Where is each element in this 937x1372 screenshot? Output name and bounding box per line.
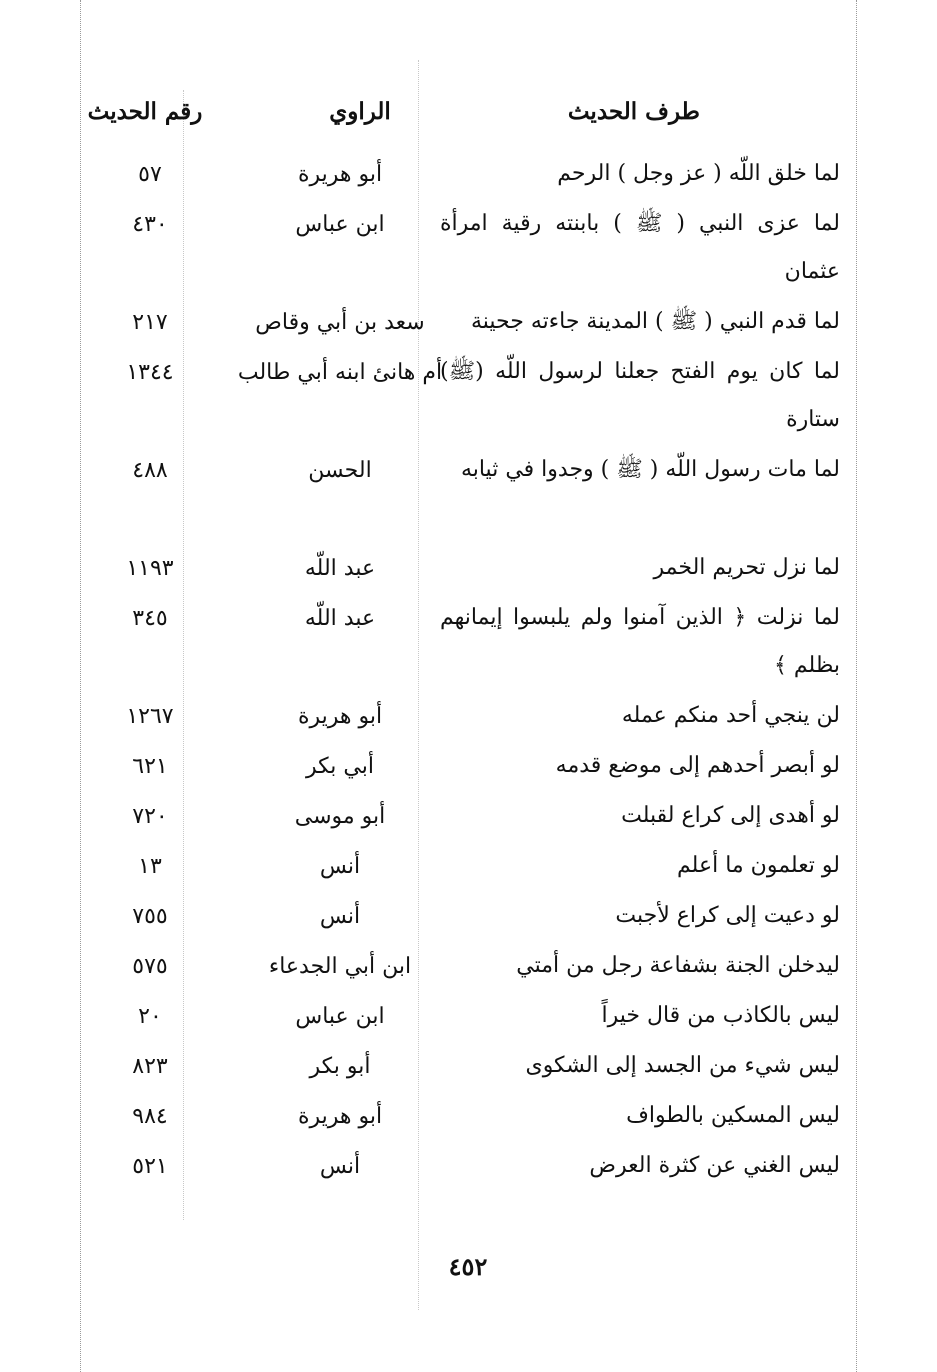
table-row	[80, 1092, 840, 1142]
page-number: ٤٥٢	[448, 1252, 488, 1281]
table-header	[80, 98, 840, 138]
hadith-number: ٤٨٨	[132, 458, 168, 483]
hadith-narrator: أبو موسى	[294, 804, 386, 829]
table-row	[80, 942, 840, 992]
hadith-number: ٦٢١	[132, 754, 168, 779]
header-hadith-text: طرف الحديث	[567, 98, 700, 125]
hadith-text: لو أهدى إلى كراع لقبلت	[621, 803, 840, 828]
table-row	[80, 692, 840, 742]
hadith-text: لما نزلت ﴿ الذين آمنوا ولم يلبسوا إيمانهم بظلم ﴾	[440, 605, 840, 678]
hadith-text: لما كان يوم الفتح جعلنا لرسول اللّه (ﷺ) ستارة	[440, 359, 840, 432]
hadith-text: ليس المسكين بالطواف	[626, 1103, 840, 1128]
hadith-number: ٥٧٥	[132, 954, 168, 979]
table-row	[80, 150, 840, 200]
header-narrator: الراوي	[329, 98, 391, 125]
hadith-text: لما مات رسول اللّه ( ﷺ ) وجدوا في ثيابه	[460, 457, 840, 482]
hadith-narrator: أنس	[319, 854, 361, 879]
table-row	[80, 1042, 840, 1092]
table-row	[80, 792, 840, 842]
hadith-narrator: أبو هريرة	[297, 704, 383, 729]
hadith-text: ليس شيء من الجسد إلى الشكوى	[525, 1053, 840, 1078]
hadith-text: لما خلق اللّه ( عز وجل ) الرحم	[557, 161, 840, 186]
hadith-narrator: أبو بكر	[309, 1054, 371, 1079]
hadith-text: ليس الغني عن كثرة العرض	[589, 1153, 840, 1178]
hadith-text: ليس بالكاذب من قال خيراً	[601, 1003, 840, 1028]
hadith-number: ١٣	[138, 854, 162, 879]
hadith-number: ٤٣٠	[132, 212, 168, 237]
hadith-text: لما نزل تحريم الخمر	[653, 555, 840, 580]
hadith-text: لن ينجي أحد منكم عمله	[621, 703, 840, 728]
hadith-narrator: أبو هريرة	[297, 162, 383, 187]
hadith-narrator: ابن عباس	[295, 212, 385, 237]
hadith-number: ٩٨٤	[132, 1104, 168, 1129]
hadith-text: ليدخلن الجنة بشفاعة رجل من أمتي	[516, 953, 840, 978]
hadith-number: ١٢٦٧	[126, 704, 174, 729]
hadith-number: ٢١٧	[132, 310, 168, 335]
hadith-narrator: أبو هريرة	[297, 1104, 383, 1129]
hadith-number: ٣٤٥	[132, 606, 168, 631]
table-row	[80, 742, 840, 792]
scan-guide-right	[856, 0, 857, 1372]
hadith-narrator: الحسن	[308, 458, 372, 483]
hadith-narrator: ابن عباس	[295, 1004, 385, 1029]
hadith-narrator: أنس	[319, 904, 361, 929]
hadith-number: ٨٢٣	[132, 1054, 168, 1079]
table-row	[80, 1142, 840, 1192]
hadith-narrator: عبد اللّه	[304, 556, 376, 581]
hadith-number: ٥٢١	[132, 1154, 168, 1179]
table-row	[80, 594, 840, 692]
table-row	[80, 544, 840, 594]
hadith-narrator: ابن أبي الجدعاء	[268, 954, 412, 979]
hadith-narrator: أنس	[319, 1154, 361, 1179]
table-row	[80, 892, 840, 942]
hadith-number: ١١٩٣	[126, 556, 174, 581]
hadith-number: ٢٠	[138, 1004, 162, 1029]
table-row	[80, 842, 840, 892]
hadith-narrator: أبي بكر	[306, 754, 374, 779]
hadith-text: لو أبصر أحدهم إلى موضع قدمه	[555, 753, 840, 778]
hadith-text: لما قدم النبي ( ﷺ ) المدينة جاءته جحينة	[470, 309, 840, 334]
hadith-index-table	[80, 150, 840, 1192]
hadith-narrator: أم هانئ ابنه أبي طالب	[237, 360, 443, 385]
hadith-narrator: سعد بن أبي وقاص	[255, 310, 425, 335]
hadith-number: ٧٥٥	[132, 904, 168, 929]
table-row	[80, 348, 840, 446]
hadith-text: لما عزى النبي ( ﷺ ) بابنته رقية امرأة عثمان	[440, 211, 840, 284]
hadith-narrator: عبد اللّه	[304, 606, 376, 631]
table-row	[80, 298, 840, 348]
hadith-number: ١٣٤٤	[126, 360, 174, 385]
hadith-number: ٧٢٠	[132, 804, 168, 829]
table-row	[80, 446, 840, 544]
hadith-text: لو دعيت إلى كراع لأجبت	[615, 903, 840, 928]
table-row	[80, 992, 840, 1042]
hadith-number: ٥٧	[138, 162, 162, 187]
table-row	[80, 200, 840, 298]
header-hadith-number: رقم الحديث	[87, 98, 203, 125]
hadith-text: لو تعلمون ما أعلم	[677, 853, 840, 878]
